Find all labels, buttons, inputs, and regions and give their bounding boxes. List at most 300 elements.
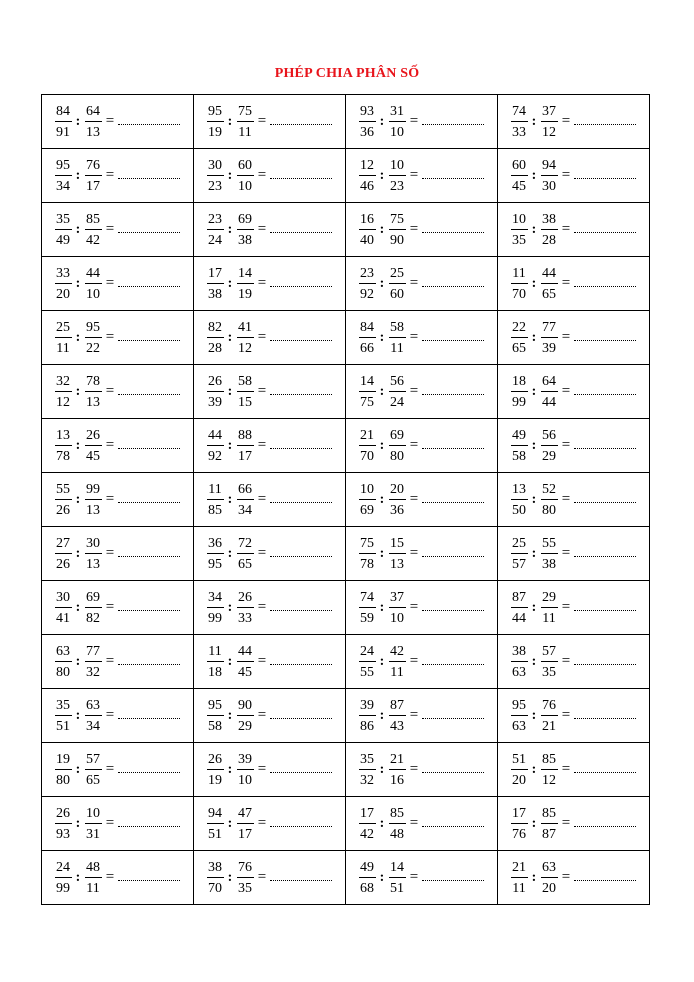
equals-sign: =: [561, 167, 571, 183]
division-problem: [346, 527, 497, 580]
numerator: 22: [512, 319, 526, 335]
numerator: 69: [238, 211, 252, 227]
equals-sign: =: [105, 167, 115, 183]
answer-blank[interactable]: [422, 393, 484, 395]
divisor-fraction: [388, 265, 406, 303]
dividend-fraction: [358, 589, 376, 627]
dividend-fraction: [510, 697, 528, 735]
divisor-fraction: [84, 103, 102, 141]
division-problem: [346, 473, 497, 526]
numerator: 38: [512, 643, 526, 659]
numerator: 93: [360, 103, 374, 119]
denominator: 38: [542, 556, 556, 572]
division-operator: :: [531, 167, 537, 183]
numerator: 11: [208, 481, 222, 497]
exercise-cell: [346, 473, 498, 527]
exercise-cell: [42, 581, 194, 635]
division-operator: :: [227, 869, 233, 885]
division-problem: [498, 581, 649, 634]
fraction-bar: [359, 877, 376, 878]
answer-blank[interactable]: [422, 339, 484, 341]
divisor-fraction: [540, 211, 558, 249]
division-problem: [498, 473, 649, 526]
equals-sign: =: [257, 653, 267, 669]
denominator: 43: [390, 718, 404, 734]
dividend-fraction: [358, 373, 376, 411]
denominator: 60: [390, 286, 404, 302]
answer-blank[interactable]: [118, 285, 180, 287]
division-operator: :: [379, 815, 385, 831]
divisor-fraction: [540, 427, 558, 465]
exercise-cell: [346, 635, 498, 689]
numerator: 19: [56, 751, 70, 767]
denominator: 26: [56, 502, 70, 518]
denominator: 15: [238, 394, 252, 410]
equals-sign: =: [257, 437, 267, 453]
division-operator: :: [75, 545, 81, 561]
answer-blank[interactable]: [270, 663, 332, 665]
divisor-fraction: [540, 103, 558, 141]
denominator: 35: [238, 880, 252, 896]
answer-blank[interactable]: [574, 177, 636, 179]
division-problem: [194, 149, 345, 202]
answer-blank[interactable]: [270, 339, 332, 341]
answer-blank[interactable]: [118, 717, 180, 719]
divisor-fraction: [84, 535, 102, 573]
division-operator: :: [227, 113, 233, 129]
numerator: 34: [208, 589, 222, 605]
numerator: 10: [390, 157, 404, 173]
answer-blank[interactable]: [270, 501, 332, 503]
denominator: 82: [86, 610, 100, 626]
division-problem: [194, 95, 345, 148]
denominator: 17: [238, 448, 252, 464]
answer-blank[interactable]: [270, 609, 332, 611]
fraction-bar: [541, 823, 558, 824]
numerator: 60: [238, 157, 252, 173]
answer-blank[interactable]: [270, 879, 332, 881]
fraction-bar: [541, 607, 558, 608]
exercise-cell: [498, 851, 650, 905]
answer-blank[interactable]: [422, 231, 484, 233]
division-operator: :: [75, 437, 81, 453]
divisor-fraction: [84, 859, 102, 897]
equals-sign: =: [257, 383, 267, 399]
denominator: 70: [360, 448, 374, 464]
answer-blank[interactable]: [118, 609, 180, 611]
answer-blank[interactable]: [118, 771, 180, 773]
answer-blank[interactable]: [574, 123, 636, 125]
answer-blank[interactable]: [574, 393, 636, 395]
answer-blank[interactable]: [270, 123, 332, 125]
table-row: [42, 635, 650, 689]
exercise-cell: [194, 797, 346, 851]
division-problem: [194, 257, 345, 310]
answer-blank[interactable]: [270, 825, 332, 827]
exercise-cell: [346, 95, 498, 149]
denominator: 92: [208, 448, 222, 464]
division-operator: :: [379, 707, 385, 723]
equals-sign: =: [561, 491, 571, 507]
denominator: 26: [56, 556, 70, 572]
fraction-bar: [389, 283, 406, 284]
answer-blank[interactable]: [270, 771, 332, 773]
fraction-bar: [359, 391, 376, 392]
denominator: 63: [512, 664, 526, 680]
dividend-fraction: [206, 481, 224, 519]
answer-blank[interactable]: [422, 609, 484, 611]
denominator: 86: [360, 718, 374, 734]
exercise-cell: [42, 797, 194, 851]
divisor-fraction: [388, 103, 406, 141]
answer-blank[interactable]: [422, 447, 484, 449]
dividend-fraction: [510, 319, 528, 357]
equals-sign: =: [257, 329, 267, 345]
dividend-fraction: [54, 319, 72, 357]
fraction-bar: [207, 553, 224, 554]
exercise-cell: [42, 149, 194, 203]
answer-blank[interactable]: [118, 447, 180, 449]
fraction-bar: [85, 445, 102, 446]
denominator: 46: [360, 178, 374, 194]
denominator: 93: [56, 826, 70, 842]
division-operator: :: [227, 275, 233, 291]
fraction-bar: [511, 715, 528, 716]
fraction-bar: [85, 607, 102, 608]
answer-blank[interactable]: [422, 501, 484, 503]
divisor-fraction: [236, 751, 254, 789]
denominator: 66: [360, 340, 374, 356]
division-operator: :: [531, 113, 537, 129]
fraction-bar: [85, 499, 102, 500]
answer-blank[interactable]: [422, 663, 484, 665]
division-problem: [498, 419, 649, 472]
numerator: 88: [238, 427, 252, 443]
answer-blank[interactable]: [574, 609, 636, 611]
denominator: 29: [238, 718, 252, 734]
exercise-cell: [346, 581, 498, 635]
fraction-bar: [55, 715, 72, 716]
denominator: 40: [360, 232, 374, 248]
fraction-bar: [55, 445, 72, 446]
division-problem: [498, 527, 649, 580]
equals-sign: =: [257, 491, 267, 507]
fraction-bar: [237, 553, 254, 554]
denominator: 45: [512, 178, 526, 194]
table-row: [42, 689, 650, 743]
answer-blank[interactable]: [574, 555, 636, 557]
dividend-fraction: [358, 535, 376, 573]
answer-blank[interactable]: [574, 771, 636, 773]
numerator: 64: [86, 103, 100, 119]
numerator: 38: [208, 859, 222, 875]
answer-blank[interactable]: [270, 447, 332, 449]
answer-blank[interactable]: [574, 339, 636, 341]
exercise-cell: [498, 527, 650, 581]
dividend-fraction: [54, 481, 72, 519]
fraction-bar: [389, 607, 406, 608]
fraction-bar: [55, 553, 72, 554]
dividend-fraction: [358, 481, 376, 519]
dividend-fraction: [510, 589, 528, 627]
division-problem: [346, 149, 497, 202]
division-problem: [498, 797, 649, 850]
division-operator: :: [75, 653, 81, 669]
dividend-fraction: [54, 211, 72, 249]
divisor-fraction: [540, 265, 558, 303]
exercise-table: [41, 94, 650, 905]
answer-blank[interactable]: [574, 231, 636, 233]
divisor-fraction: [236, 373, 254, 411]
numerator: 56: [542, 427, 556, 443]
divisor-fraction: [388, 373, 406, 411]
answer-blank[interactable]: [118, 501, 180, 503]
division-problem: [346, 365, 497, 418]
divisor-fraction: [236, 535, 254, 573]
fraction-bar: [541, 769, 558, 770]
answer-blank[interactable]: [422, 825, 484, 827]
fraction-bar: [511, 121, 528, 122]
answer-blank[interactable]: [118, 393, 180, 395]
fraction-bar: [541, 661, 558, 662]
fraction-bar: [55, 391, 72, 392]
exercise-cell: [194, 419, 346, 473]
division-operator: :: [531, 437, 537, 453]
division-problem: [42, 689, 193, 742]
divisor-fraction: [236, 265, 254, 303]
denominator: 18: [208, 664, 222, 680]
answer-blank[interactable]: [422, 555, 484, 557]
division-operator: :: [379, 383, 385, 399]
fraction-bar: [359, 121, 376, 122]
fraction-bar: [389, 229, 406, 230]
answer-blank[interactable]: [574, 663, 636, 665]
numerator: 64: [542, 373, 556, 389]
divisor-fraction: [236, 211, 254, 249]
numerator: 30: [56, 589, 70, 605]
answer-blank[interactable]: [574, 447, 636, 449]
division-problem: [346, 95, 497, 148]
answer-blank[interactable]: [270, 393, 332, 395]
fraction-bar: [359, 229, 376, 230]
division-operator: :: [379, 869, 385, 885]
divisor-fraction: [236, 103, 254, 141]
fraction-bar: [359, 715, 376, 716]
division-operator: :: [75, 383, 81, 399]
division-problem: [498, 635, 649, 688]
answer-blank[interactable]: [118, 177, 180, 179]
numerator: 52: [542, 481, 556, 497]
divisor-fraction: [84, 427, 102, 465]
division-problem: [194, 365, 345, 418]
numerator: 57: [86, 751, 100, 767]
fraction-bar: [237, 337, 254, 338]
fraction-bar: [237, 283, 254, 284]
fraction-bar: [511, 877, 528, 878]
answer-blank[interactable]: [270, 285, 332, 287]
answer-blank[interactable]: [118, 123, 180, 125]
numerator: 84: [360, 319, 374, 335]
numerator: 94: [542, 157, 556, 173]
numerator: 16: [360, 211, 374, 227]
dividend-fraction: [358, 265, 376, 303]
equals-sign: =: [257, 707, 267, 723]
equals-sign: =: [105, 113, 115, 129]
denominator: 35: [542, 664, 556, 680]
division-problem: [498, 203, 649, 256]
exercise-cell: [42, 635, 194, 689]
division-problem: [194, 203, 345, 256]
divisor-fraction: [236, 481, 254, 519]
numerator: 95: [208, 103, 222, 119]
answer-blank[interactable]: [574, 825, 636, 827]
dividend-fraction: [510, 427, 528, 465]
numerator: 85: [86, 211, 100, 227]
fraction-bar: [207, 445, 224, 446]
fraction-bar: [511, 445, 528, 446]
numerator: 20: [390, 481, 404, 497]
answer-blank[interactable]: [118, 339, 180, 341]
numerator: 55: [542, 535, 556, 551]
equals-sign: =: [561, 437, 571, 453]
numerator: 24: [56, 859, 70, 875]
divisor-fraction: [540, 859, 558, 897]
fraction-bar: [85, 175, 102, 176]
division-problem: [346, 311, 497, 364]
equals-sign: =: [105, 329, 115, 345]
denominator: 32: [86, 664, 100, 680]
answer-blank[interactable]: [118, 825, 180, 827]
equals-sign: =: [409, 707, 419, 723]
divisor-fraction: [388, 643, 406, 681]
divisor-fraction: [540, 697, 558, 735]
table-row: [42, 203, 650, 257]
answer-blank[interactable]: [118, 231, 180, 233]
answer-blank[interactable]: [422, 717, 484, 719]
denominator: 44: [542, 394, 556, 410]
fraction-bar: [541, 175, 558, 176]
division-operator: :: [531, 221, 537, 237]
division-operator: :: [531, 491, 537, 507]
numerator: 47: [238, 805, 252, 821]
division-operator: :: [379, 761, 385, 777]
denominator: 99: [208, 610, 222, 626]
exercise-cell: [498, 203, 650, 257]
denominator: 80: [56, 664, 70, 680]
answer-blank[interactable]: [118, 555, 180, 557]
equals-sign: =: [409, 113, 419, 129]
numerator: 58: [238, 373, 252, 389]
equals-sign: =: [409, 815, 419, 831]
answer-blank[interactable]: [270, 717, 332, 719]
fraction-bar: [85, 715, 102, 716]
fraction-bar: [207, 607, 224, 608]
division-problem: [194, 527, 345, 580]
denominator: 41: [56, 610, 70, 626]
answer-blank[interactable]: [270, 177, 332, 179]
numerator: 95: [512, 697, 526, 713]
divisor-fraction: [388, 319, 406, 357]
denominator: 49: [56, 232, 70, 248]
table-row: [42, 473, 650, 527]
numerator: 23: [360, 265, 374, 281]
answer-blank[interactable]: [270, 555, 332, 557]
divisor-fraction: [388, 805, 406, 843]
denominator: 58: [208, 718, 222, 734]
answer-blank[interactable]: [574, 717, 636, 719]
equals-sign: =: [257, 167, 267, 183]
equals-sign: =: [409, 599, 419, 615]
divisor-fraction: [236, 697, 254, 735]
division-problem: [42, 149, 193, 202]
numerator: 82: [208, 319, 222, 335]
answer-blank[interactable]: [422, 177, 484, 179]
dividend-fraction: [206, 535, 224, 573]
numerator: 56: [390, 373, 404, 389]
answer-blank[interactable]: [118, 879, 180, 881]
numerator: 13: [512, 481, 526, 497]
divisor-fraction: [84, 589, 102, 627]
answer-blank[interactable]: [422, 123, 484, 125]
exercise-cell: [194, 95, 346, 149]
division-problem: [42, 311, 193, 364]
dividend-fraction: [358, 427, 376, 465]
answer-blank[interactable]: [422, 771, 484, 773]
fraction-bar: [237, 121, 254, 122]
dividend-fraction: [358, 643, 376, 681]
fraction-bar: [511, 661, 528, 662]
answer-blank[interactable]: [422, 285, 484, 287]
division-operator: :: [379, 599, 385, 615]
denominator: 19: [208, 124, 222, 140]
equals-sign: =: [105, 545, 115, 561]
answer-blank[interactable]: [574, 879, 636, 881]
denominator: 12: [238, 340, 252, 356]
numerator: 75: [238, 103, 252, 119]
denominator: 80: [56, 772, 70, 788]
equals-sign: =: [257, 113, 267, 129]
denominator: 38: [208, 286, 222, 302]
answer-blank[interactable]: [422, 879, 484, 881]
answer-blank[interactable]: [574, 285, 636, 287]
answer-blank[interactable]: [270, 231, 332, 233]
answer-blank[interactable]: [118, 663, 180, 665]
fraction-bar: [55, 283, 72, 284]
division-operator: :: [227, 599, 233, 615]
numerator: 21: [512, 859, 526, 875]
numerator: 10: [360, 481, 374, 497]
division-operator: :: [75, 815, 81, 831]
fraction-bar: [389, 499, 406, 500]
numerator: 87: [512, 589, 526, 605]
exercise-cell: [498, 797, 650, 851]
denominator: 90: [390, 232, 404, 248]
numerator: 84: [56, 103, 70, 119]
numerator: 30: [86, 535, 100, 551]
equals-sign: =: [561, 275, 571, 291]
denominator: 63: [512, 718, 526, 734]
answer-blank[interactable]: [574, 501, 636, 503]
division-operator: :: [379, 167, 385, 183]
fraction-bar: [85, 121, 102, 122]
fraction-bar: [237, 769, 254, 770]
fraction-bar: [541, 229, 558, 230]
denominator: 13: [86, 124, 100, 140]
fraction-bar: [511, 769, 528, 770]
division-problem: [42, 203, 193, 256]
division-problem: [194, 851, 345, 904]
dividend-fraction: [54, 373, 72, 411]
